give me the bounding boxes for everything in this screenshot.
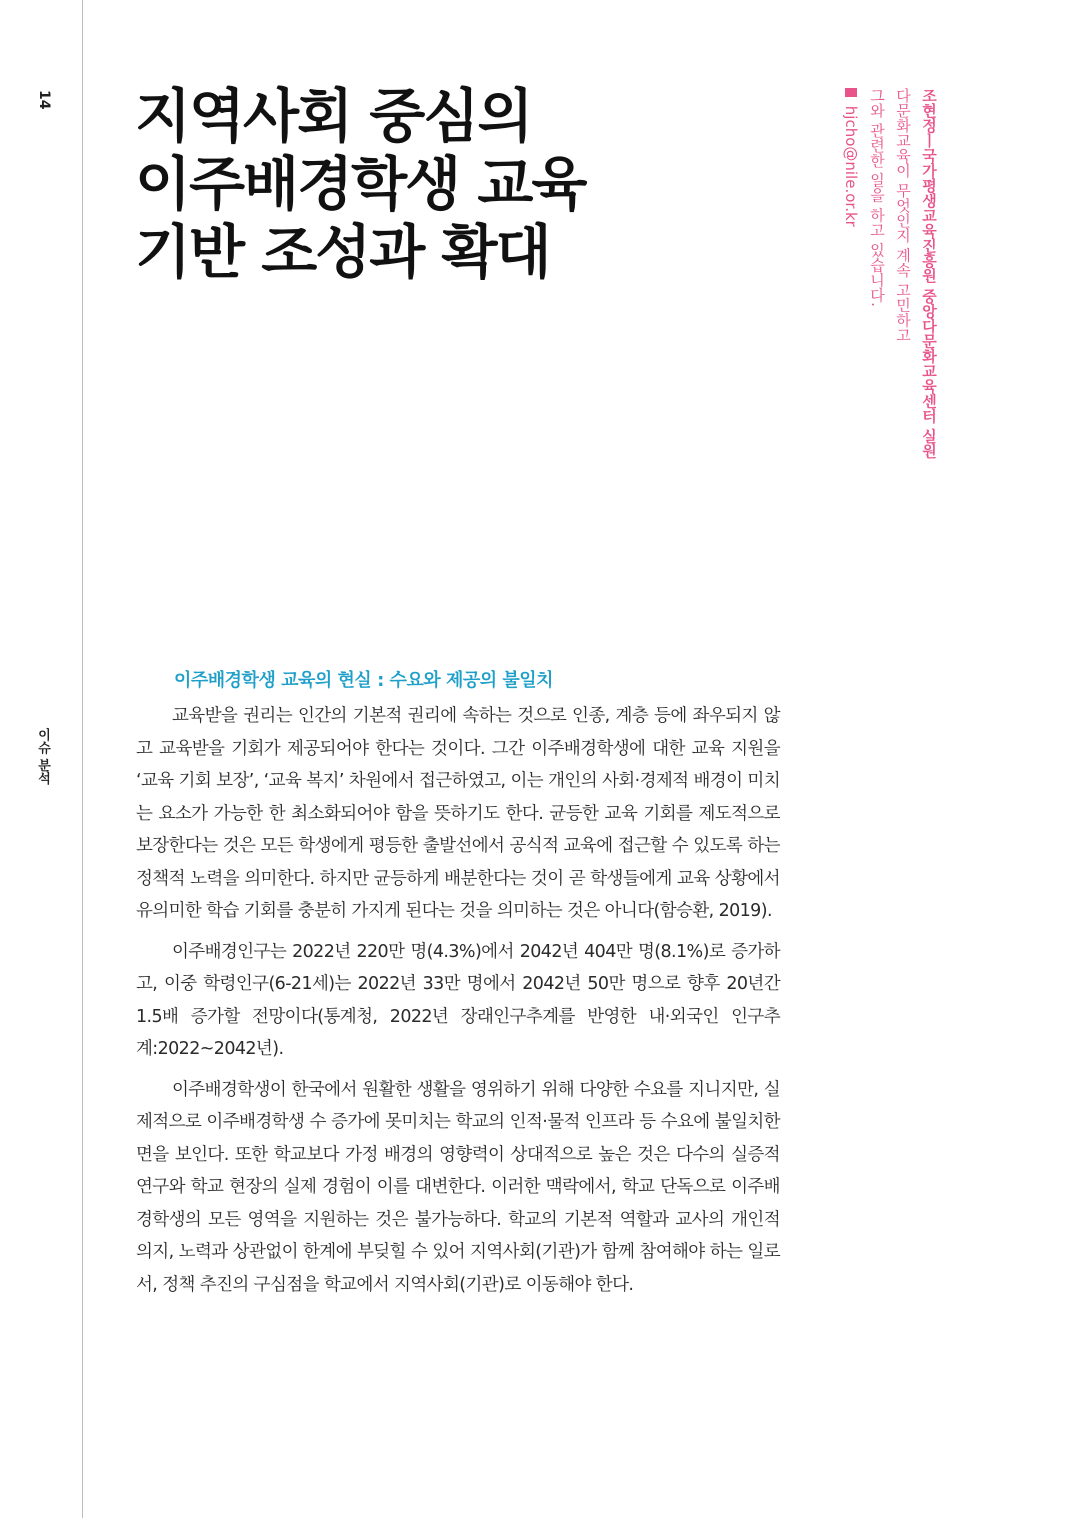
page-margin-line — [82, 0, 83, 1518]
section-subheading: 이주배경학생 교육의 현실 : 수요와 제공의 불일치 — [174, 670, 554, 691]
author-email-row — [838, 88, 864, 588]
body-paragraph: 이주배경학생이 한국에서 원활한 생활을 영위하기 위해 다양한 수요를 지니지만, 실제적으로 이주배경학생 수 증가에 못미치는 학교의 인적·물적 인프라 등 수요에 불일치한 면을 보인다. 또한 학교보다 가정 배경의 영향력이 상대적으로 높은 것은 다수의 실증적 연구와 학교 현장의 실제 경험이 이를 대변한다. 이러한 맥락에서, 학교 단독으로 이주배경학생의 모든 영역을 지원하는 것은 불가능하다. 학교의 기본적 역할과 교사의 개인적 의지, 노력과 상관없이 한계에 부딪힐 수 있어 지역사회(기관)가 함께 참여해야 하는 일로서, 정책 추진의 구심점을 학교에서 지역사회(기관)로 이동해야 한다. — [136, 1079, 780, 1295]
author-bio-line: 그와 관련한 일을 하고 있습니다. — [868, 88, 886, 307]
mail-icon — [845, 88, 857, 97]
title-line: 기반 조성과 확대 — [135, 218, 550, 286]
author-email[interactable]: hjcho@nile.or.kr — [842, 105, 860, 227]
body-paragraph: 이주배경인구는 2022년 220만 명(4.3%)에서 2042년 404만 명(8.1%)로 증가하고, 이중 학령인구(6-21세)는 2022년 33만 명에서 2042년 50만 명으로 향후 20년간 1.5배 증가할 전망이다(통계청, 2022년 장래인구추계를 반영한 내·외국인 인구추계:2022~2042년). — [136, 941, 780, 1059]
page-number: 14 — [36, 90, 52, 110]
author-bio-line: 다문화교육이 무엇인지 계속 고민하고 — [894, 88, 912, 343]
author-info — [838, 88, 942, 588]
title-line: 이주배경학생 교육 — [135, 150, 586, 218]
section-label: 이슈 분석 — [35, 728, 50, 785]
article-body — [136, 664, 780, 1301]
article-title — [135, 82, 755, 286]
body-paragraph: 교육받을 권리는 인간의 기본적 권리에 속하는 것으로 인종, 계층 등에 좌우되지 않고 교육받을 기회가 제공되어야 한다는 것이다. 그간 이주배경학생에 대한 교육 지원을 ‘교육 기회 보장’, ‘교육 복지’ 차원에서 접근하였고, 이는 개인의 사회·경제적 배경이 미치는 요소가 가능한 한 최소화되어야 함을 뜻하기도 한다. 균등한 교육 기회를 제도적으로 보장한다는 것은 모든 학생에게 평등한 출발선에서 공식적 교육에 접근할 수 있도록 하는 정책적 노력을 의미한다. 하지만 균등하게 배분한다는 것이 곧 학생들에게 교육 상황에서 유의미한 학습 기회를 충분히 가지게 된다는 것을 의미하는 것은 아니다(함승환, 2019). — [136, 706, 780, 921]
title-line: 지역사회 중심의 — [135, 82, 532, 150]
author-name-affiliation: 조현정ㅣ국가평생교육진흥원 중앙다문화교육센터 실원 — [920, 88, 938, 459]
